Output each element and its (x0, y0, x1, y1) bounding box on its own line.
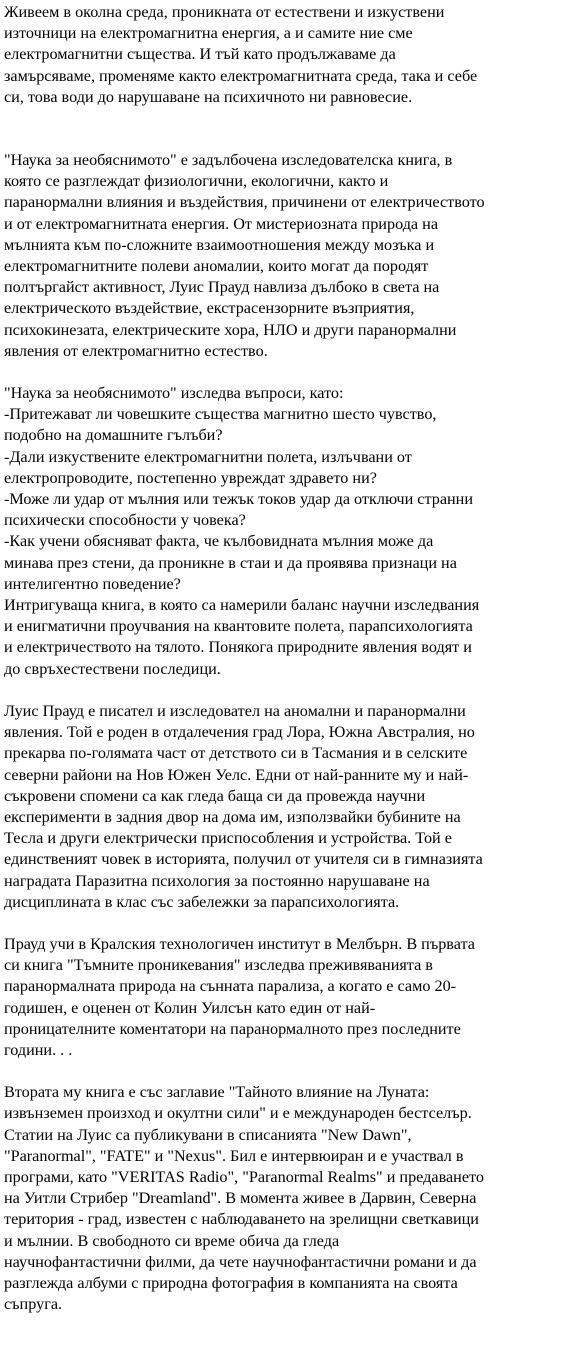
paragraph-intro: Живеем в околна среда, проникната от естествени и изкуствени източници на електромагнитна енергия, а и самите ние сме електромагнитни същества. И тъй като продължаваме да замърсяваме, променяме както електромагнитната среда, така и себе си, това води до нарушаване на психичното ни равновесие. (4, 3, 478, 106)
paragraph-second-book: Втората му книга е със заглавие "Тайното влияние на Луната: извънземен произход и окултни сили" и е международен бестселър. Статии на Луис са публикувани в списанията "New Dawn", "Paranormal", "FATE" и "Nexus". Бил е интервюиран и е участвал в програми, като "VERITAS Radio", "Paranormal Realms" и предаването на Уитли Стрибер "Dreamland". В момента живее в Дарвин, Северна територия - град, известен с наблюдаването на зрелищни светкавици и мълнии. В свободното си време обича да гледа научнофантастични филми, да чете научнофантастични романи и да разглежда албуми с природна фотография в компанията на своята съпруга. (4, 1083, 484, 1314)
paragraph-book-questions: "Наука за необяснимото" изследва въпроси, като: -Притежават ли човешките същества магнитно шесто чувство, подобно на домашните гълъби? -Дали изкуствените електромагнитни полета, излъчвани от електропроводите, постепенно увреждат здравето ни? -Може ли удар от мълния или тежък токов удар да отключи странни психически способности у човека? -Как учени обясняват факта, че кълбовидната мълния може да минава през стени, да проникне в стаи и да проявява признаци на интелигентно поведение? Интригуваща книга, в която са намерили баланс научни изследвания и енигматични проучвания на квантовите полета, парапсихологията и електричеството на тялото. Понякога природните явления водят и до свръхестествени последици. (4, 384, 480, 678)
paragraph-book-description: "Наука за необяснимото" е задълбочена изследователска книга, в която се разглеждат физиологични, екологични, както и паранормални влияния и въздействия, причинени от електричеството и от електромагнитната енергия. От мистериозната природа на мълнията към по-сложните взаимоотношения между мозъка и електромагнитните полеви аномалии, които могат да породят полтъргайст активност, Луис Прауд навлиза дълбоко в света на електрическото въздействие, екстрасензорните възприятия, психокинезата, електрическите хора, НЛО и други паранормални явления от електромагнитно естество. (4, 151, 485, 360)
paragraph-author-study: Прауд учи в Кралския технологичен институт в Мелбърн. В първата си книга "Тъмните проникевания" изследва преживяванията в паранормалната природа на сънната парализа, а когато е само 20- годишен, е оценен от Колин Уилсън като един от най- проницателните коментатори на паранормалното през последните години. . . (4, 934, 475, 1059)
paragraph-author-bio: Луис Прауд е писател и изследовател на аномални и паранормални явления. Той е роден в отдалечения град Лора, Южна Австралия, но прекарва по-голямата част от детството си в Тасмания и в селските северни райони на Нов Южен Уелс. Едни от най-ранните му и най- съкровени спомени са как гледа баща си да провежда научни експерименти в задния двор на дома им, използвайки бубините на Тесла и други електрически приспособления и устройства. Той е единственият човек в историята, получил от учителя си в гимназията наградата Паразитна психология за постоянно нарушаване на дисциплината в клас със забележки за парапсихологията. (4, 701, 483, 911)
